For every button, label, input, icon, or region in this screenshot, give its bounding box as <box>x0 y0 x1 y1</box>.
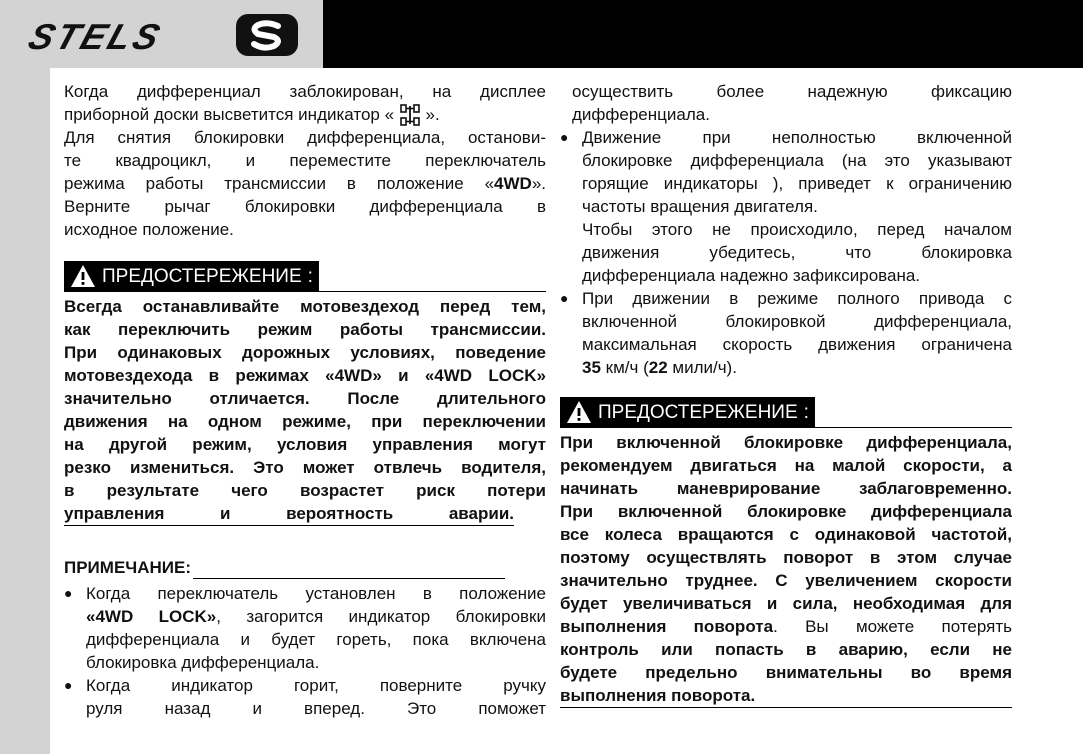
text-fragment: ». <box>425 105 440 124</box>
text-line: значительно труднее. С увеличением скорости <box>560 571 1012 590</box>
text-line <box>560 615 1012 638</box>
warning-colon: : <box>307 265 313 287</box>
brand-logo: STELS <box>23 16 168 57</box>
list-item <box>64 582 546 674</box>
text-line: Когда индикатор горит, поверните ручку <box>86 676 546 695</box>
text-line: руля назад и вперед. Это поможет <box>86 699 546 718</box>
bullet-dot-icon: ● <box>560 129 569 145</box>
note-list <box>64 582 546 720</box>
warning-text <box>560 431 1012 708</box>
text-line: При включенной блокировке дифференциала, <box>560 433 1012 452</box>
text-line: Для снятия блокировки дифференциала, останови- <box>64 128 546 147</box>
logo-panel <box>0 0 323 68</box>
mode-4wd-lock: «4WD LOCK» <box>86 607 217 626</box>
text-line: При одинаковых дорожных условиях, поведение <box>64 343 546 362</box>
text-line: включенной блокировкой дифференциала, <box>582 312 1012 331</box>
text-line: поэтому осуществлять поворот в этом случае <box>560 548 1012 567</box>
text-line <box>64 103 546 126</box>
text-line: как переключить режим работы трансмиссии. <box>64 320 546 339</box>
text-line: выполнения поворота. <box>560 684 1012 708</box>
text-line: движения убедитесь, что блокировка <box>582 243 1012 262</box>
mode-4wd: 4WD <box>494 174 532 193</box>
warning-badge <box>64 261 319 291</box>
text-line: горящие индикаторы ), приведет к ограничению <box>582 174 1012 193</box>
diff-lock-indicator-icon <box>399 104 421 126</box>
text-line: резко измениться. Это может отвлечь водителя, <box>64 458 546 477</box>
text-line: Чтобы этого не происходило, перед началом <box>582 220 1012 239</box>
text-line: При движении в режиме полного привода с <box>582 289 1012 308</box>
warning-triangle-icon <box>70 264 96 288</box>
text-line: Верните рычаг блокировки дифференциала в <box>64 197 546 216</box>
text-line: дифференциала надежно зафиксирована. <box>582 266 921 285</box>
text-line: частоты вращения двигателя. <box>582 197 818 216</box>
text-line <box>64 172 546 195</box>
text-line: движения на одном режиме, при переключении <box>64 412 546 431</box>
list-item <box>560 126 1012 287</box>
text-line: те квадроцикл, и переместите переключатель <box>64 151 546 170</box>
text-line: контроль или попасть в аварию, если не <box>560 640 1012 659</box>
text-fragment: мили/ч). <box>667 358 737 377</box>
warning-label: ПРЕДОСТЕРЕЖЕНИЕ <box>598 401 798 423</box>
text-line: максимальная скорость движения ограничена <box>582 335 1012 354</box>
text-fragment: выполнения поворота <box>560 617 774 636</box>
text-line: мотовездехода в режимах «4WD» и «4WD LOCK» <box>64 366 546 385</box>
text-line: Всегда останавливайте мотовездеход перед тем, <box>64 297 546 316</box>
warning-triangle-icon <box>566 400 592 424</box>
text-line: Когда переключатель установлен в положение <box>86 584 546 603</box>
warning-text <box>64 295 546 526</box>
list-item <box>560 287 1012 379</box>
text-line: исходное положение. <box>64 220 234 239</box>
text-line: начинать маневрирование заблаговременно. <box>560 479 1012 498</box>
text-line: значительно отличается. После длительного <box>64 389 546 408</box>
left-column <box>64 80 546 720</box>
text-line: рекомендуем двигаться на малой скорости, а <box>560 456 1012 475</box>
list-item <box>64 674 546 720</box>
speed-kmh: 35 <box>582 358 601 377</box>
text-line: дифференциала. <box>572 105 710 124</box>
text-line: блокировке дифференциала (на это указывают <box>582 151 1012 170</box>
right-column <box>560 80 1012 708</box>
warning-header <box>64 261 546 292</box>
bullet-dot-icon: ● <box>64 585 73 601</box>
text-line: будете предельно внимательны во время <box>560 663 1012 682</box>
text-line: управления и вероятность аварии. <box>64 502 514 526</box>
brand-s-emblem-icon <box>234 12 300 58</box>
speed-mph: 22 <box>648 358 668 377</box>
text-fragment: ». <box>531 174 546 193</box>
left-margin-strip <box>0 68 50 754</box>
note-header <box>64 556 546 579</box>
text-fragment: режима работы трансмиссии в положение « <box>64 174 495 193</box>
warning-badge <box>560 397 815 427</box>
warning-header <box>560 397 1012 428</box>
text-line: на другой режим, условия управления могут <box>64 435 546 454</box>
text-line: блокировка дифференциала. <box>86 653 320 672</box>
text-line: будет увеличиваться и сила, необходимая для <box>560 594 1012 613</box>
text-line <box>582 356 1012 379</box>
bullet-dot-icon: ● <box>64 677 73 693</box>
text-fragment: км/ч ( <box>600 358 649 377</box>
text-line: Движение при неполностью включенной <box>582 128 1012 147</box>
note-title: ПРИМЕЧАНИЕ: <box>64 558 191 577</box>
text-line: в результате чего возрастет риск потери <box>64 481 546 500</box>
warning-colon: : <box>803 401 809 423</box>
text-line: дифференциала и будет гореть, пока включена <box>86 630 546 649</box>
bullet-dot-icon: ● <box>560 290 569 306</box>
text-line: осуществить более надежную фиксацию <box>572 82 1012 101</box>
text-line: Когда дифференциал заблокирован, на дисплее <box>64 82 546 101</box>
warning-label: ПРЕДОСТЕРЕЖЕНИЕ <box>102 265 302 287</box>
text-line <box>86 605 546 628</box>
text-fragment: . Вы можете потерять <box>773 617 1012 636</box>
text-fragment: , загорится индикатор блокировки <box>216 607 546 626</box>
text-line: все колеса вращаются с одинаковой частотой, <box>560 525 1012 544</box>
note-rule <box>193 560 505 579</box>
text-fragment: приборной доски высветится индикатор « <box>64 105 395 124</box>
text-line: При включенной блокировке дифференциала <box>560 502 1012 521</box>
